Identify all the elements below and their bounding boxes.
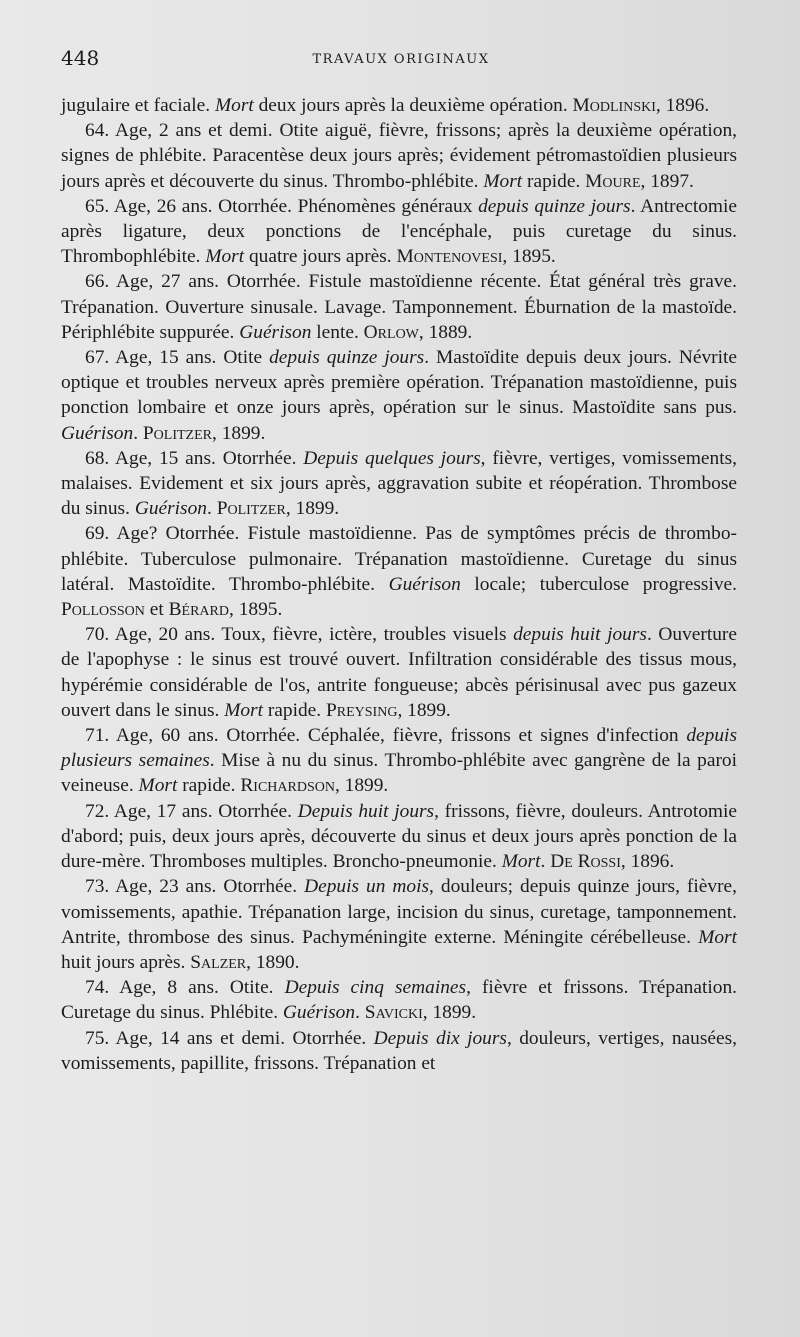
text-run: , fièvre, vertiges, vomissements, malaises. Evidement et six jours après, aggravation subite et réopération. Thrombose du sinus. xyxy=(61,447,737,520)
text-run: , 1899. xyxy=(285,498,340,520)
italic-text: Mort xyxy=(698,926,737,948)
text-run: , fièvre et frissons. Trépanation. Curetage du sinus. Phlébite. xyxy=(61,977,737,1024)
italic-text: depuis quinze jours xyxy=(269,347,425,369)
author-name: Montenovesi xyxy=(396,246,503,268)
italic-text: Mort xyxy=(138,775,178,797)
author-name: Richardson xyxy=(240,775,335,797)
body-text xyxy=(61,93,737,1076)
italic-text: Mort xyxy=(501,851,541,873)
case-entry xyxy=(61,345,737,446)
author-name: Orlow xyxy=(363,321,419,343)
text-run: , douleurs; depuis quinze jours, fièvre, vomissements, apathie. Trépanation large, incision du sinus, curetage, tamponnement. Antrite, thrombose des sinus. Pachyméningite externe. Méningite cérébelleuse. xyxy=(61,876,737,948)
text-run: deux jours après la deuxième opération. xyxy=(253,95,573,116)
text-run: rapide. xyxy=(177,775,241,797)
text-run: 75. Age, 14 ans et demi. Otorrhée. xyxy=(85,1027,374,1049)
text-run: 68. Age, 15 ans. Otorrhée. xyxy=(85,447,304,469)
text-run: 64. Age, 2 ans et demi. Otite aiguë, fièvre, frissons; après la deuxième opération, signes de phlébite. Paracentèse deux jours après; évidement pétromastoïdien plusieurs jours après et découverte du sinus. Thrombo-phlébite. xyxy=(61,120,737,192)
case-entry xyxy=(61,723,737,799)
text-run: 69. Age? Otorrhée. Fistule mastoïdienne. Pas de symptômes précis de thrombo-phlébite. Tuberculose pulmonaire. Trépanation mastoïdienne. Curetage du sinus latéral. Mastoïdite. Thrombo-phlébite. xyxy=(61,523,737,595)
italic-text: Guérison xyxy=(282,1002,356,1024)
case-entry xyxy=(61,93,737,118)
text-run: rapide. xyxy=(262,699,326,721)
text-run: 65. Age, 26 ans. Otorrhée. Phénomènes généraux xyxy=(85,195,479,217)
text-run: , 1896. xyxy=(655,95,710,116)
text-run: quatre jours après. xyxy=(244,246,397,268)
case-entry xyxy=(61,975,737,1025)
text-run: . xyxy=(355,1002,365,1024)
author-name: Politzer xyxy=(216,498,286,520)
text-run: lente. xyxy=(311,321,364,343)
text-run: , 1889. xyxy=(418,321,473,343)
text-run: huit jours après. xyxy=(61,951,191,973)
italic-text: Mort xyxy=(214,95,254,116)
text-run: 74. Age, 8 ans. Otite. xyxy=(85,977,285,999)
italic-text: depuis quinze jours xyxy=(478,195,631,217)
italic-text: Depuis quelques jours xyxy=(303,447,481,469)
italic-text: Mort xyxy=(483,170,523,192)
case-entry xyxy=(61,799,737,875)
case-entry xyxy=(61,622,737,723)
author-name: Bérard xyxy=(168,599,229,621)
italic-text: Mort xyxy=(205,246,245,268)
text-run: , frissons, fièvre, douleurs. Antrotomie d'abord; puis, deux jours après, découverte du sinus et deux jours après ponction de la dure-mère. Thromboses multiples. Broncho-pneumonie. xyxy=(61,800,737,873)
case-entry xyxy=(61,1026,737,1076)
author-name: Savicki xyxy=(364,1002,423,1024)
text-run: , douleurs, vertiges, nausées, vomissements, papillite, frissons. Trépanation et xyxy=(61,1027,737,1074)
text-run: , 1897. xyxy=(640,170,694,192)
text-run: . Mise à nu du sinus. Thrombo-phlébite avec gangrène de la paroi veineuse. xyxy=(61,750,737,797)
text-run: , 1896. xyxy=(620,851,675,873)
page-header xyxy=(61,46,741,76)
italic-text: Guérison xyxy=(388,573,461,595)
italic-text: Depuis huit jours xyxy=(297,800,435,822)
italic-text: Depuis cinq semaines xyxy=(284,977,467,999)
text-run: . xyxy=(207,498,217,520)
text-run: , 1899. xyxy=(212,422,266,444)
case-entry xyxy=(61,874,737,975)
italic-text: Depuis dix jours xyxy=(373,1027,507,1049)
author-name: Salzer xyxy=(190,951,247,973)
text-run: 70. Age, 20 ans. Toux, fièvre, ictère, troubles visuels xyxy=(85,624,514,646)
text-run: , 1895. xyxy=(502,246,556,268)
text-run: rapide. xyxy=(522,170,586,192)
case-entry xyxy=(61,521,737,622)
text-run: . Ouverture de l'apophyse : le sinus est trouvé ouvert. Infiltration considérable des tissus mous, hypérémie considérable de l'os, antrite fongueuse; abcès périsinusal avec pus gazeux ouvert dans le sinus. xyxy=(61,624,737,721)
author-name: Moure xyxy=(585,170,641,192)
text-run: . Mastoïdite depuis deux jours. Névrite optique et troubles nerveux après première opération. Trépanation mastoïdienne, puis ponction lombaire et onze jours après, opération sur le sinus. Mastoïdite sans pus. xyxy=(61,347,737,419)
text-run: , 1899. xyxy=(334,775,389,797)
running-head: TRAVAUX ORIGINAUX xyxy=(312,52,490,67)
text-run: , 1899. xyxy=(422,1002,477,1024)
italic-text: Depuis un mois xyxy=(304,876,430,898)
text-run: , 1899. xyxy=(397,699,451,721)
text-run: , 1895. xyxy=(229,599,283,621)
text-run: jugulaire et faciale. xyxy=(61,95,215,116)
italic-text: Mort xyxy=(224,699,263,721)
case-entry xyxy=(61,446,737,522)
case-entry xyxy=(61,269,737,345)
italic-text: Guérison xyxy=(239,321,312,343)
italic-text: Guérison xyxy=(61,422,134,444)
italic-text: depuis huit jours xyxy=(513,624,647,646)
page-number: 448 xyxy=(61,46,100,70)
text-run: . Antrectomie après ligature, deux ponctions de l'encéphale, puis curetage du sinus. Thrombophlébite. xyxy=(61,195,737,268)
author-name: Preysing xyxy=(325,699,398,721)
case-entry xyxy=(61,194,737,270)
author-name: De Rossi xyxy=(550,851,621,873)
text-run: , 1890. xyxy=(246,951,300,973)
text-run: 66. Age, 27 ans. Otorrhée. Fistule mastoïdienne récente. État général très grave. Trépanation. Ouverture sinusale. Lavage. Tamponnement. Éburnation de la mastoïde. Périphlébite suppurée. xyxy=(61,271,737,343)
case-entry xyxy=(61,118,737,194)
text-run: 72. Age, 17 ans. Otorrhée. xyxy=(85,800,298,822)
text-run: 71. Age, 60 ans. Otorrhée. Céphalée, fièvre, frissons et signes d'infection xyxy=(85,725,687,747)
text-run: locale; tuberculose progressive. xyxy=(460,573,737,595)
text-run: . xyxy=(540,851,551,873)
italic-text: depuis plusieurs semaines xyxy=(61,725,737,772)
text-run: . xyxy=(133,422,143,444)
text-run: 73. Age, 23 ans. Otorrhée. xyxy=(85,876,305,898)
text-run: et xyxy=(144,599,169,621)
italic-text: Guérison xyxy=(134,498,207,520)
author-name: Modlinski xyxy=(572,95,656,116)
author-name: Pollosson xyxy=(61,599,145,621)
text-run: 67. Age, 15 ans. Otite xyxy=(85,347,270,369)
author-name: Politzer xyxy=(142,422,212,444)
